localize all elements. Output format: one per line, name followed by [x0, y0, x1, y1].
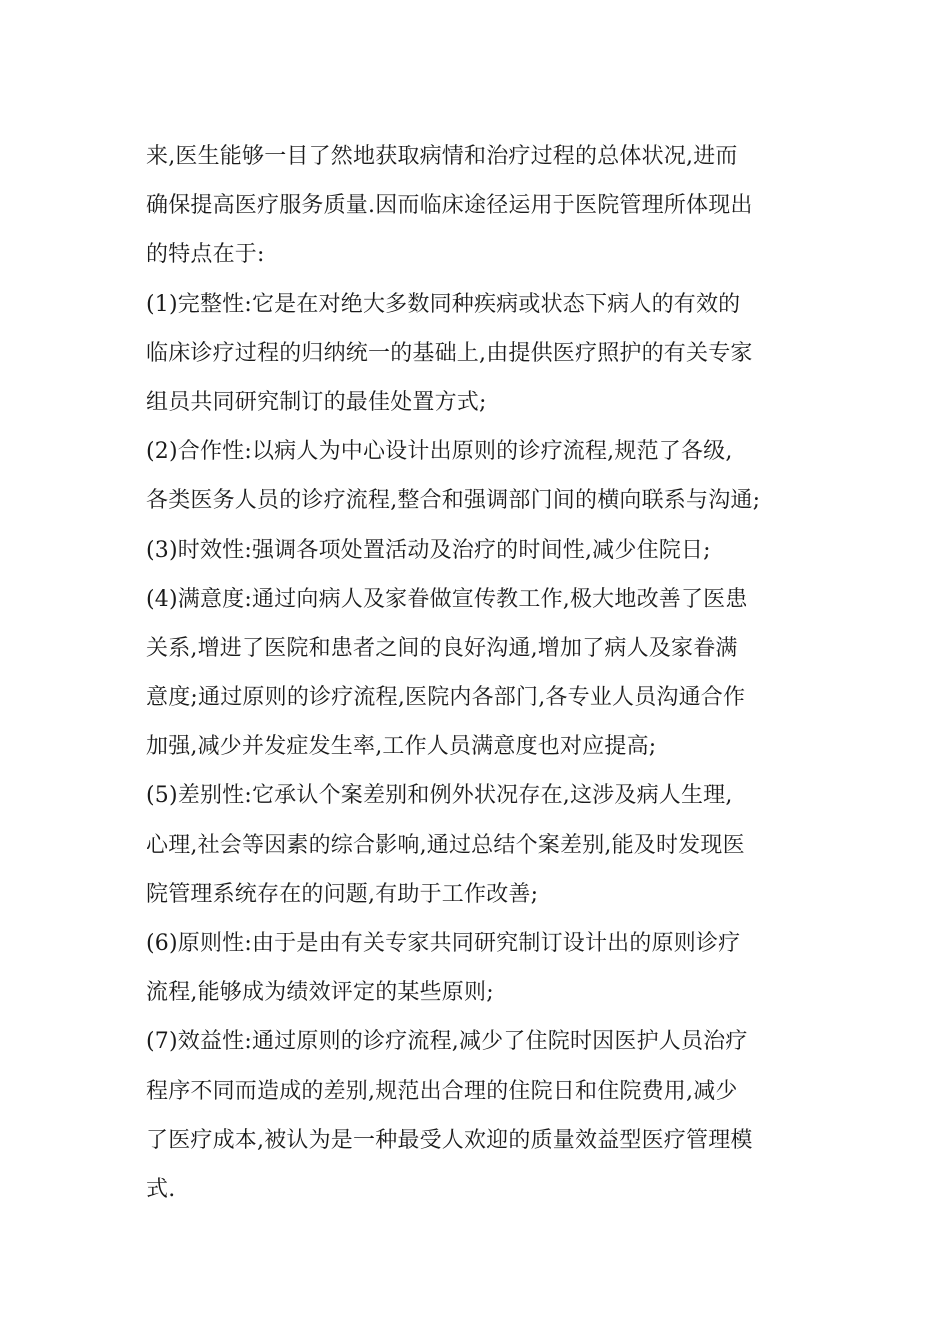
text-line-7: (2)合作性:以病人为中心设计出原则的诊疗流程,规范了各级,: [146, 439, 733, 465]
text-line-2: 确保提高医疗服务质量.因而临床途径运用于医院管理所体现出: [146, 193, 753, 219]
text-line-18: 流程,能够成为绩效评定的某些原则;: [146, 980, 494, 1006]
body-text: [146, 132, 826, 1214]
text-line-10: (4)满意度:通过向病人及家眷做宣传教工作,极大地改善了医患: [146, 586, 748, 612]
text-line-11: 关系,增进了医院和患者之间的良好沟通,增加了病人及家眷满: [146, 635, 738, 661]
text-line-4: (1)完整性:它是在对绝大多数同种疾病或状态下病人的有效的: [146, 291, 741, 317]
text-line-14: (5)差别性:它承认个案差别和例外状况存在,这涉及病人生理,: [146, 783, 733, 809]
text-line-20: 程序不同而造成的差别,规范出合理的住院日和住院费用,减少: [146, 1078, 738, 1104]
text-line-21: 了医疗成本,被认为是一种最受人欢迎的质量效益型医疗管理模: [146, 1127, 753, 1153]
text-line-9: (3)时效性:强调各项处置活动及治疗的时间性,减少住院日;: [146, 537, 711, 563]
text-line-13: 加强,减少并发症发生率,工作人员满意度也对应提高;: [146, 734, 657, 760]
text-line-16: 院管理系统存在的问题,有助于工作改善;: [146, 881, 539, 907]
text-line-12: 意度;通过原则的诊疗流程,医院内各部门,各专业人员沟通合作: [146, 685, 746, 711]
text-line-6: 组员共同研究制订的最佳处置方式;: [146, 389, 487, 415]
text-line-22: 式.: [146, 1176, 176, 1202]
text-line-5: 临床诊疗过程的归纳统一的基础上,由提供医疗照护的有关专家: [146, 340, 753, 366]
text-line-19: (7)效益性:通过原则的诊疗流程,减少了住院时因医护人员治疗: [146, 1029, 748, 1055]
text-line-8: 各类医务人员的诊疗流程,整合和强调部门间的横向联系与沟通;: [146, 488, 761, 514]
text-line-1: 来,医生能够一目了然地获取病情和治疗过程的总体状况,进而: [146, 144, 738, 169]
text-line-17: (6)原则性:由于是由有关专家共同研究制订设计出的原则诊疗: [146, 931, 741, 956]
text-line-3: 的特点在于:: [146, 242, 265, 268]
text-line-15: 心理,社会等因素的综合影响,通过总结个案差别,能及时发现医: [146, 832, 745, 858]
